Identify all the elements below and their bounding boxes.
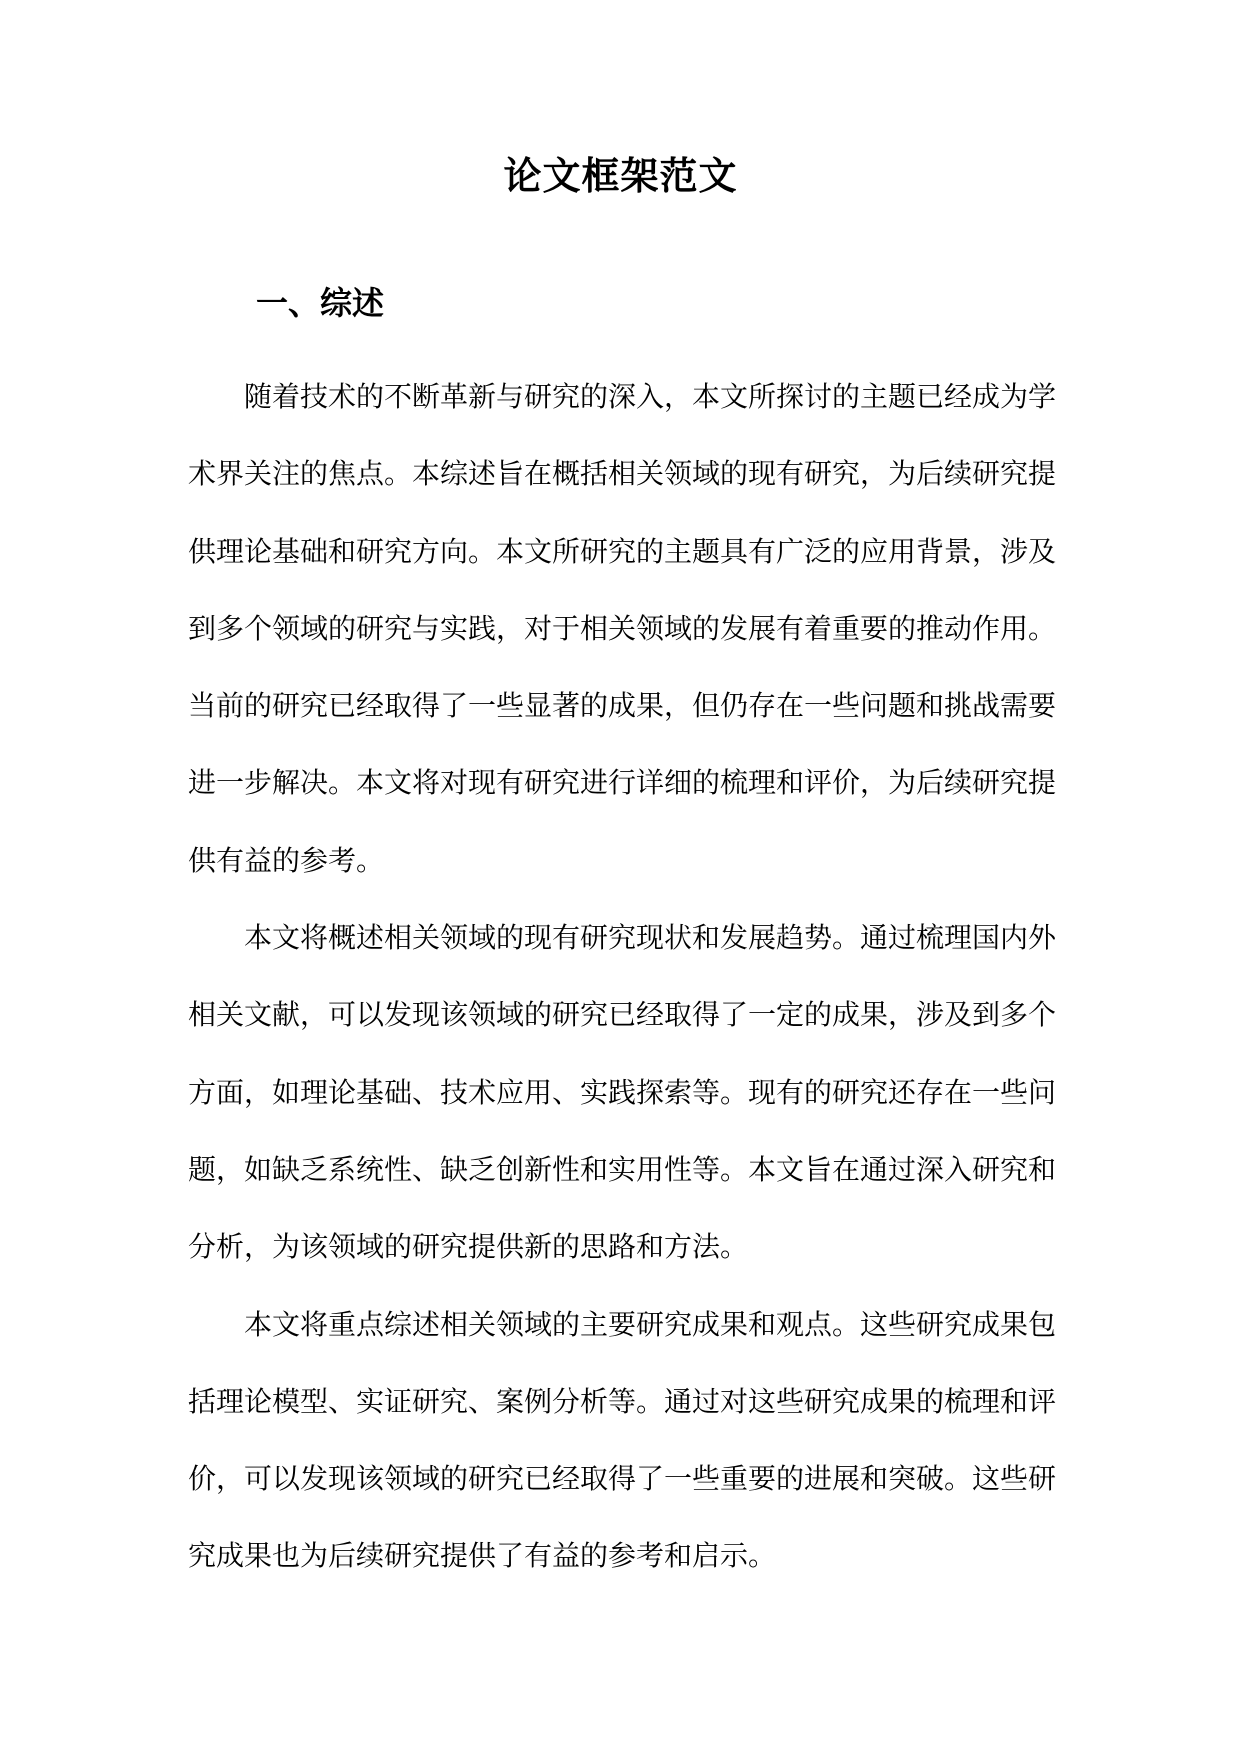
document-title: 论文框架范文 — [503, 153, 738, 198]
body-paragraph: 本文将概述相关领域的现有研究现状和发展趋势。通过梳理国内外相关文献，可以发现该领域的研究已经取得了一定的成果，涉及到多个方面，如理论基础、技术应用、实践探索等。现有的研究还存在一些问题，如缺乏系统性、缺乏创新性和实用性等。本文旨在通过深入研究和分析，为该领域的研究提供新的思路和方法。 — [188, 921, 1057, 1264]
body-paragraph: 随着技术的不断革新与研究的深入，本文所探讨的主题已经成为学术界关注的焦点。本综述旨在概括相关领域的现有研究，为后续研究提供理论基础和研究方向。本文所研究的主题具有广泛的应用背景，涉及到多个领域的研究与实践，对于相关领域的发展有着重要的推动作用。当前的研究已经取得了一些显著的成果，但仍存在一些问题和挑战需要进一步解决。本文将对现有研究进行详细的梳理和评价，为后续研究提供有益的参考。 — [188, 380, 1057, 877]
section-body — [188, 358, 1056, 1595]
section-heading: 一、综述 — [256, 284, 385, 322]
body-paragraph: 本文将重点综述相关领域的主要研究成果和观点。这些研究成果包括理论模型、实证研究、案例分析等。通过对这些研究成果的梳理和评价，可以发现该领域的研究已经取得了一些重要的进展和突破。这些研究成果也为后续研究提供了有益的参考和启示。 — [188, 1307, 1057, 1573]
